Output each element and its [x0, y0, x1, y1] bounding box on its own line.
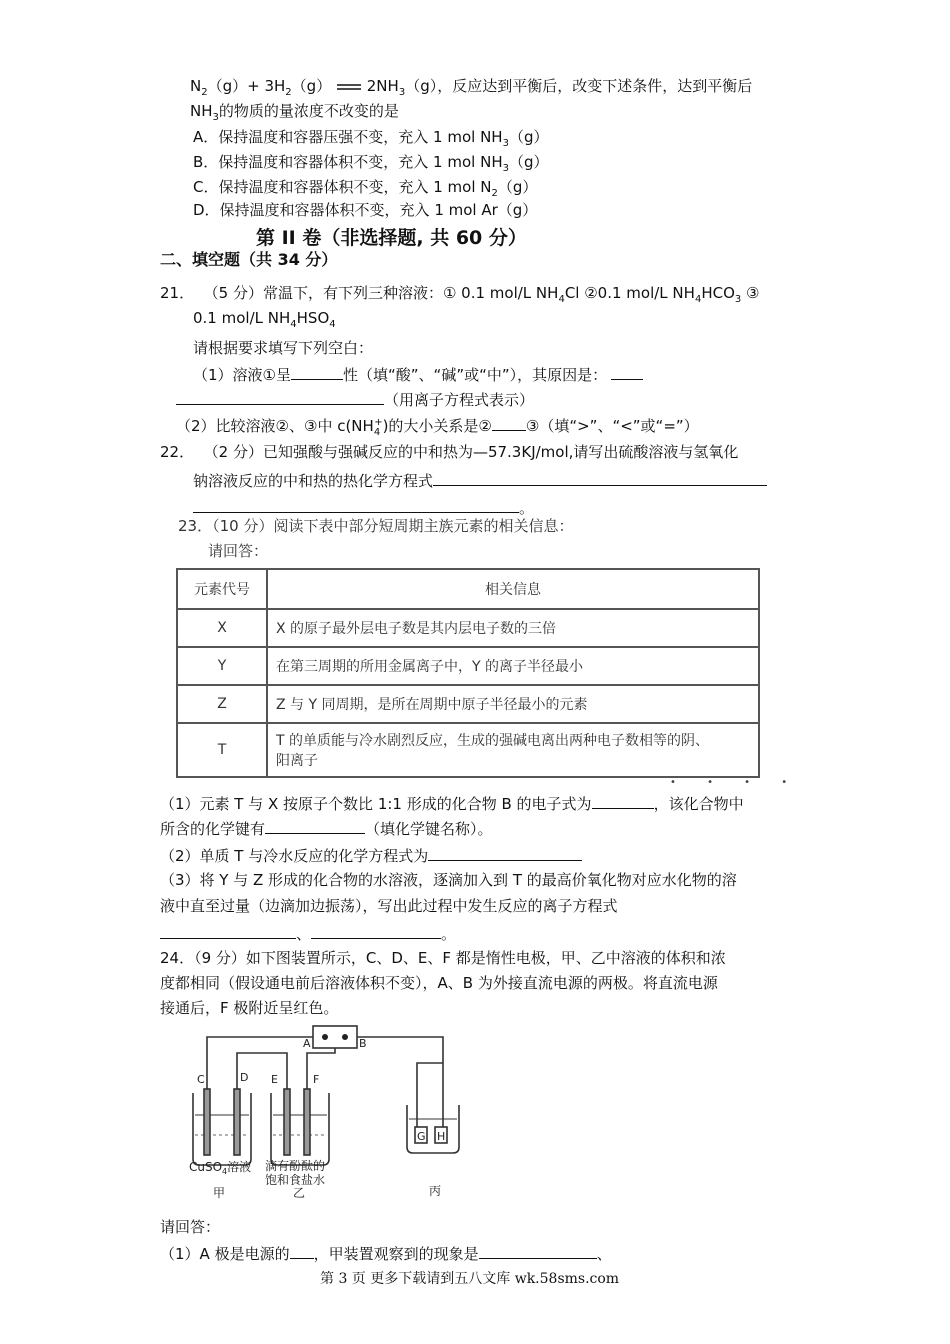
label-g: G — [417, 1130, 426, 1143]
element-info-cell: Z 与 Y 同周期，是所在周期中原子半径最小的元素 — [267, 685, 759, 723]
answer-blank[interactable] — [592, 792, 654, 809]
q21-ask: 请根据要求填写下列空白： — [193, 339, 374, 357]
answer-blank[interactable] — [176, 388, 384, 405]
q21-part2: （2）比较溶液②、③中 $c(NH_4^+)$的大小关系是② ③（填“>”、“<”或“=”） — [176, 413, 699, 443]
table-row — [177, 723, 759, 777]
q23-ask: 请回答： — [208, 542, 269, 560]
answer-blank[interactable] — [311, 922, 441, 939]
table-header-row — [177, 569, 759, 609]
element-code-cell: Z — [177, 685, 267, 723]
label-a: A — [303, 1037, 311, 1050]
element-info-cell: T 的单质能与冷水剧烈反应，生成的强碱电离出两种电子数相等的阴、 阳离子 — [267, 723, 759, 777]
electrode-d — [234, 1089, 240, 1155]
answer-blank[interactable] — [265, 817, 365, 834]
page-footer: 第 3 页 更多下载请到五八文库 wk.58sms.com — [320, 1271, 620, 1287]
q21-line1: 21． （5 分）常温下，有下列三种溶液：① 0.1 mol/L $NH_4Cl$ ②0.1 mol/L $NH_4HCO_3$ ③ — [160, 284, 760, 305]
part-heading: 二、填空题（共 34 分） — [160, 250, 338, 269]
element-code-cell: X — [177, 609, 267, 647]
answer-blank[interactable] — [291, 363, 343, 380]
q20-stem-line2: $NH_3$的物质的量浓度不改变的是 — [190, 102, 399, 123]
element-info-table — [176, 568, 760, 778]
label-c: C — [197, 1073, 205, 1086]
q24-part1: （1）A 极是电源的 ，甲装置观察到的现象是 、 — [160, 1242, 612, 1264]
answer-blank[interactable] — [428, 844, 582, 861]
q21-part1-cont: （用离子方程式表示） — [176, 388, 534, 410]
wire — [357, 1037, 443, 1127]
emphasis-dots: • • • • — [670, 777, 802, 788]
q24-line3: 接通后，F 极附近呈红色。 — [160, 999, 339, 1017]
label-e: E — [271, 1073, 278, 1086]
q24-line2: 度都相同（假设通电前后溶液体积不变），A、B 为外接直流电源的两极。将直流电源 — [160, 974, 718, 992]
q20-option-c: C．保持温度和容器体积不变，充入 1 mol $N_2(g)$ — [193, 178, 538, 199]
q20-option-b: B．保持温度和容器体积不变，充入 1 mol $NH_3(g)$ — [193, 153, 549, 174]
answer-blank[interactable] — [193, 496, 519, 513]
electrode-e — [284, 1089, 290, 1155]
electrode-f — [304, 1089, 310, 1155]
label-bing: 丙 — [429, 1184, 442, 1198]
label-yi: 乙 — [293, 1186, 306, 1200]
label-brine: 饱和食盐水 — [265, 1173, 326, 1187]
element-code-cell: T — [177, 723, 267, 777]
q22-line1: 22． （2 分）已知强酸与强碱反应的中和热为—57.3KJ/mol,请写出硫酸溶液与氢氧化 — [160, 443, 739, 461]
q22-line2: 钠溶液反应的中和热的热化学方程式 — [193, 469, 767, 491]
table-header-cell: 元素代号 — [177, 569, 267, 609]
table-row — [177, 685, 759, 723]
table-row — [177, 647, 759, 685]
answer-blank[interactable] — [611, 363, 643, 380]
label-b: B — [359, 1037, 367, 1050]
answer-blank[interactable] — [290, 1242, 314, 1259]
table-header-cell: 相关信息 — [267, 569, 759, 609]
label-phenolphthalein: 滴有酚酞的 — [265, 1159, 326, 1173]
label-f: F — [313, 1073, 320, 1086]
q21-part1: （1）溶液①呈 性（填“酸”、“碱”或“中”），其原因是： — [193, 363, 643, 385]
q20-stem-line1: $N_2(g)+ 3H_2(g)$ $2NH_3(g)$，反应达到平衡后，改变下述条件，达到平衡后 — [190, 77, 753, 98]
label-h: H — [437, 1130, 446, 1143]
q23-part1: （1）元素 T 与 X 按原子个数比 1:1 形成的化合物 B 的电子式为 ，该化合物中 — [160, 792, 744, 814]
section-title: 第 II 卷（非选择题, 共 60 分） — [256, 227, 527, 249]
q21-line2: 0.1 mol/L $NH_4HSO_4$ — [193, 309, 336, 330]
q20-option-d: D．保持温度和容器体积不变，充入 1 mol Ar（g） — [193, 201, 538, 219]
power-supply — [313, 1026, 357, 1048]
q24-ask: 请回答： — [160, 1218, 221, 1236]
label-d: D — [240, 1071, 249, 1084]
wire — [417, 1063, 443, 1127]
q23-part3-cont: 液中直至过量（边滴加边振荡），写出此过程中发生反应的离子方程式 — [160, 897, 618, 915]
q22-line3: 。 — [193, 496, 534, 518]
q23-part1-cont: 所含的化学键有 （填化学键名称）。 — [160, 817, 493, 839]
wire — [207, 1037, 313, 1099]
answer-blank[interactable] — [479, 1242, 597, 1259]
q23-part3: （3）将 Y 与 Z 形成的化合物的水溶液，逐滴加入到 T 的最高价氧化物对应水化物的溶 — [160, 871, 737, 889]
answer-blank[interactable] — [433, 469, 767, 486]
q23-part3-blanks: 、 。 — [160, 922, 456, 944]
q24-line1: 24．（9 分）如下图装置所示，C、D、E、F 都是惰性电极，甲、乙中溶液的体积和浓 — [160, 949, 726, 967]
q23-line1: 23．（10 分）阅读下表中部分短周期主族元素的相关信息： — [178, 517, 574, 535]
wire — [307, 1048, 335, 1099]
equilibrium-arrow-icon — [336, 82, 362, 92]
q23-part2: （2）单质 T 与冷水反应的化学方程式为 — [160, 844, 582, 866]
answer-blank[interactable] — [160, 922, 296, 939]
q20-option-a: A．保持温度和容器压强不变，充入 1 mol $NH_3(g)$ — [193, 128, 549, 149]
element-info-cell: 在第三周期的所用金属离子中，Y 的离子半径最小 — [267, 647, 759, 685]
beaker-jia — [193, 1093, 251, 1165]
electrode-c — [204, 1089, 210, 1155]
element-info-cell: X 的原子最外层电子数是其内层电子数的三倍 — [267, 609, 759, 647]
element-code-cell: Y — [177, 647, 267, 685]
label-cuso4: CuSO$_4$溶液 — [189, 1160, 252, 1176]
electrolysis-apparatus-diagram — [185, 1023, 505, 1207]
beaker-yi — [271, 1093, 329, 1165]
table-row — [177, 609, 759, 647]
label-jia: 甲 — [213, 1186, 226, 1200]
answer-blank[interactable] — [492, 414, 526, 431]
